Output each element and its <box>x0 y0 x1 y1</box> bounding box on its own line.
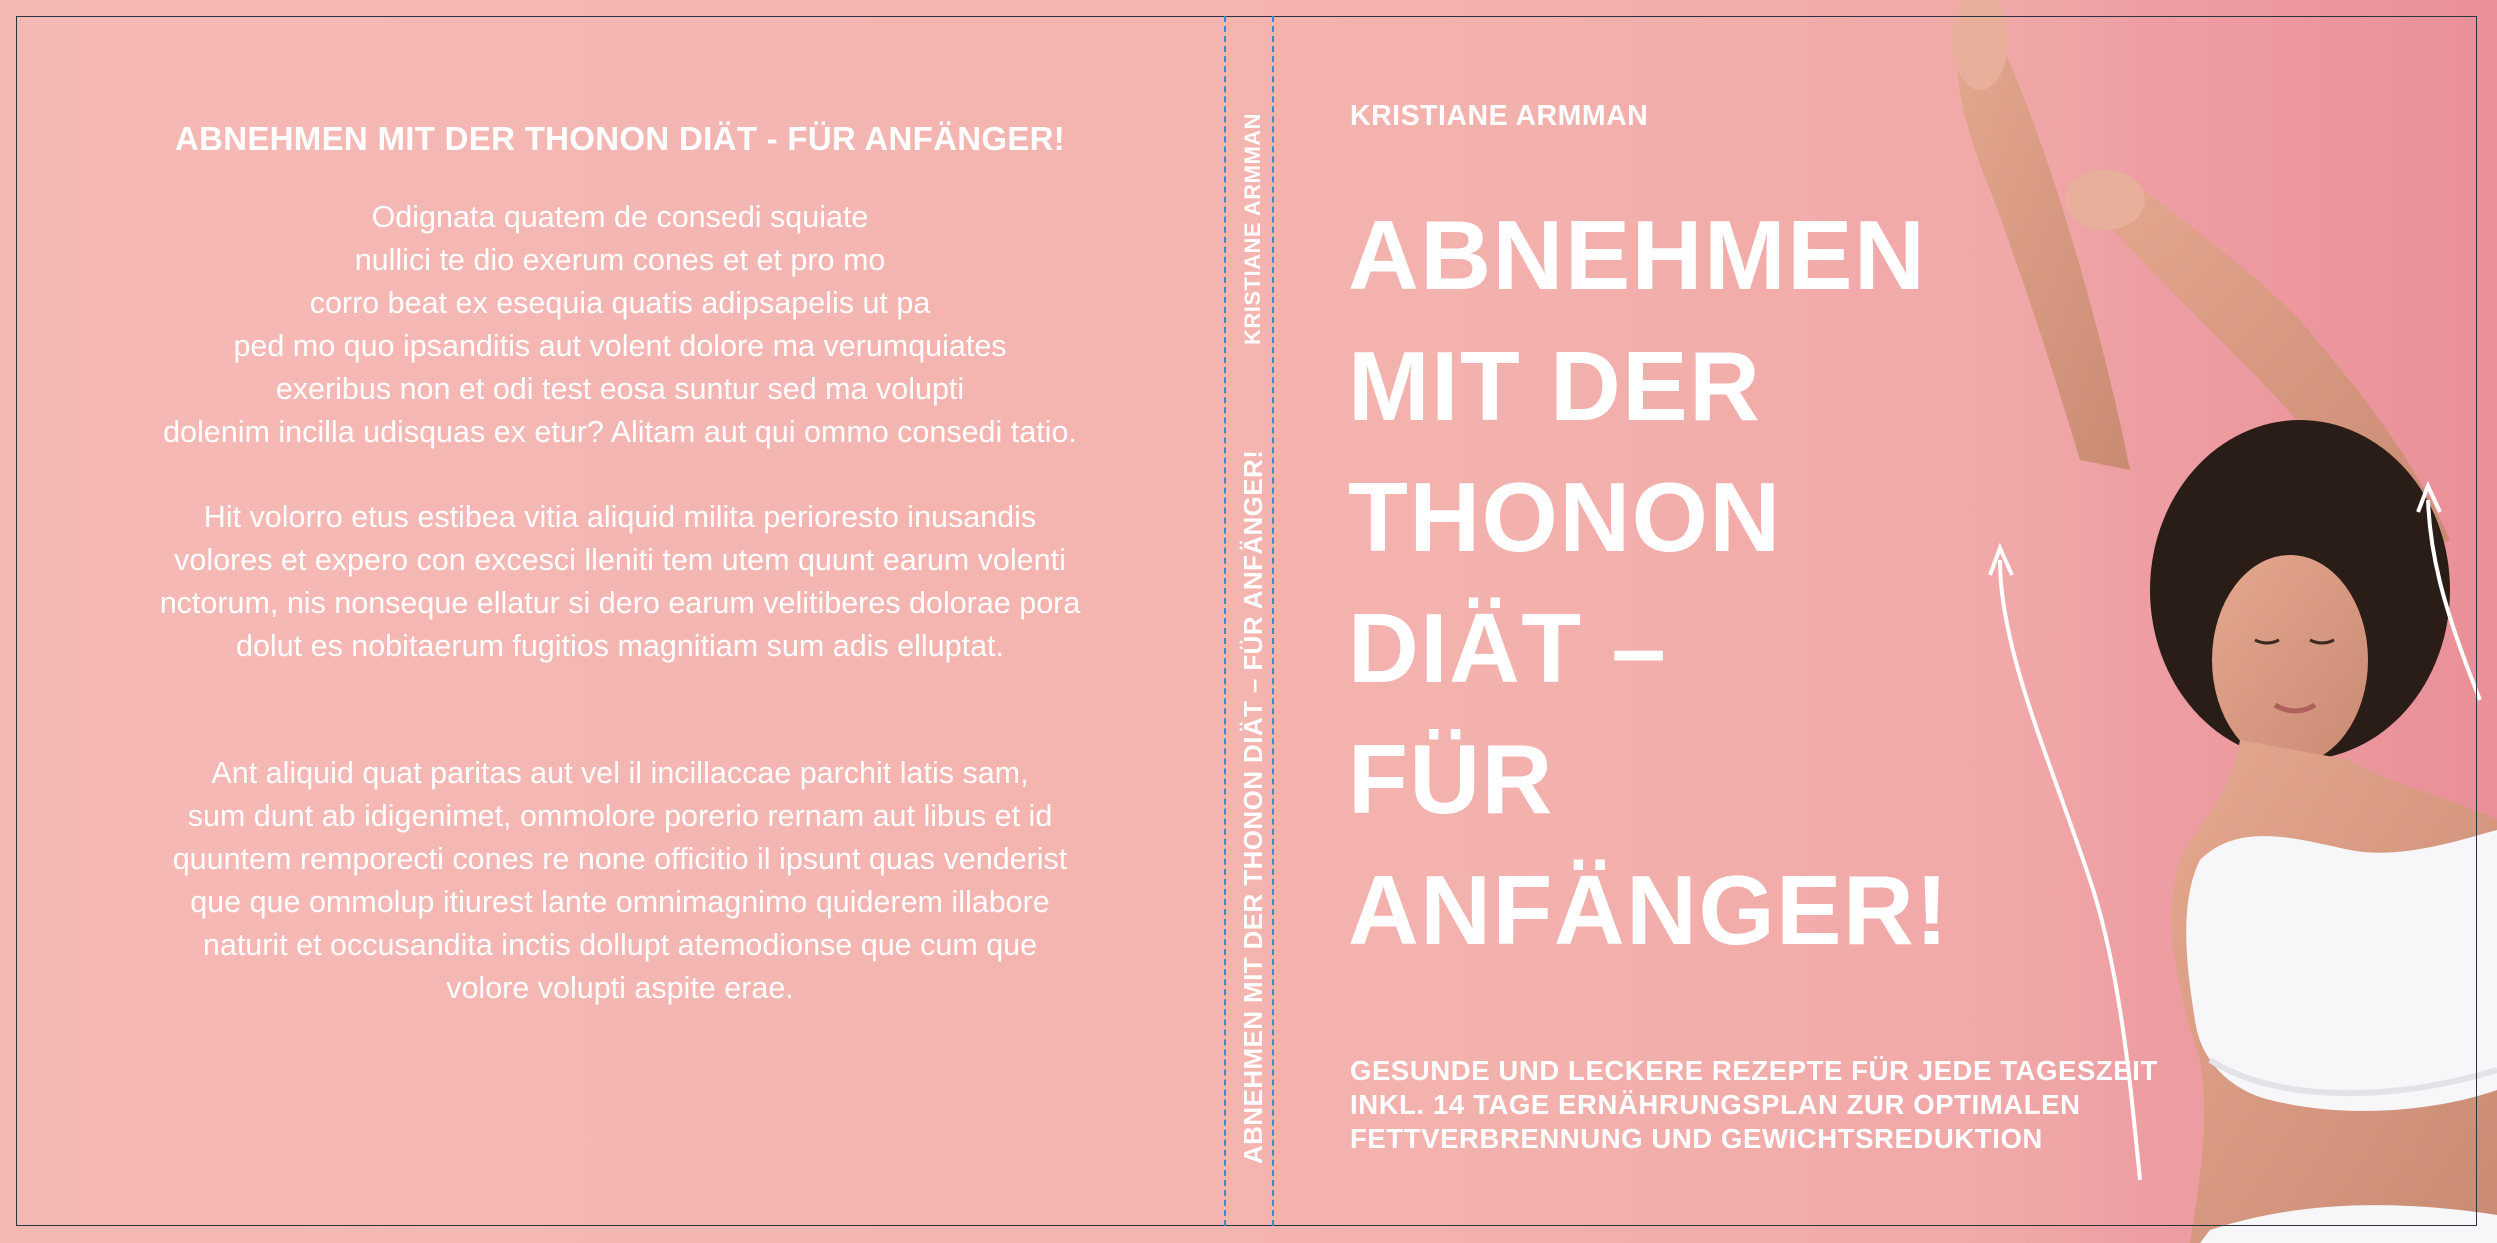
spine-author: KRISTIANE ARMMAN <box>1240 112 1265 345</box>
title-line: ABNEHMEN <box>1348 200 1927 310</box>
back-cover-paragraph: Odignata quatem de consedi squiate nullici te dio exerum cones et et pro mo corro beat ex esequia quatis adipsapelis ut pa ped mo quo ipsanditis aut volent dolore ma verumquiates exeribus non et odi test eosa suntur sed ma volupti dolenim incilla udisquas ex etur? Alitam aut qui ommo consedi tatio. <box>163 200 1077 449</box>
title-line: ANFÄNGER! <box>1348 855 1950 965</box>
title-line: THONON <box>1348 462 1782 572</box>
back-cover-paragraph: Ant aliquid quat paritas aut vel il incillaccae parchit latis sam, sum dunt ab idigenimet, ommolore porerio rernam aut libus et id quuntem remporecti cones re none officitio il ipsunt quas venderist que que ommolup itiurest lante omnimagnimo quiderem illabore naturit et occusandita inctis dollupt atemodionse que cum que volore volupti aspite erae. <box>172 756 1068 1005</box>
title-line: MIT DER <box>1348 331 1762 441</box>
back-cover-paragraph: Hit volorro etus estibea vitia aliquid milita perioresto inusandis volores et expero con excesci lleniti tem utem quunt earum volenti nctorum, nis nonseque ellatur si dero earum velitiberes dolorae pora dolut es nobitaerum fugitios magnitiam sum adis elluptat. <box>159 500 1081 663</box>
subtitle-line: FETTVERBRENNUNG UND GEWICHTSREDUKTION <box>1350 1123 2043 1154</box>
spine-title: ABNEHMEN MIT DER THONON DIÄT – FÜR ANFÄNGER! <box>1238 449 1268 1164</box>
front-cover-title <box>1348 190 1949 976</box>
subtitle-line: GESUNDE UND LECKERE REZEPTE FÜR JEDE TAGESZEIT <box>1350 1055 2158 1086</box>
title-line: DIÄT – <box>1348 593 1668 703</box>
title-line: FÜR <box>1348 724 1554 834</box>
back-cover <box>60 120 1180 1010</box>
back-cover-title: ABNEHMEN MIT DER THONON DIÄT - FÜR ANFÄNGER! <box>174 120 1066 157</box>
front-cover-author: KRISTIANE ARMMAN <box>1350 100 1649 132</box>
spine-fold-guide-right <box>1272 16 1274 1226</box>
spine-fold-guide-left <box>1224 16 1226 1226</box>
subtitle-line: INKL. 14 TAGE ERNÄHRUNGSPLAN ZUR OPTIMALEN <box>1350 1089 2081 1120</box>
front-cover-subtitle <box>1350 1054 2158 1156</box>
